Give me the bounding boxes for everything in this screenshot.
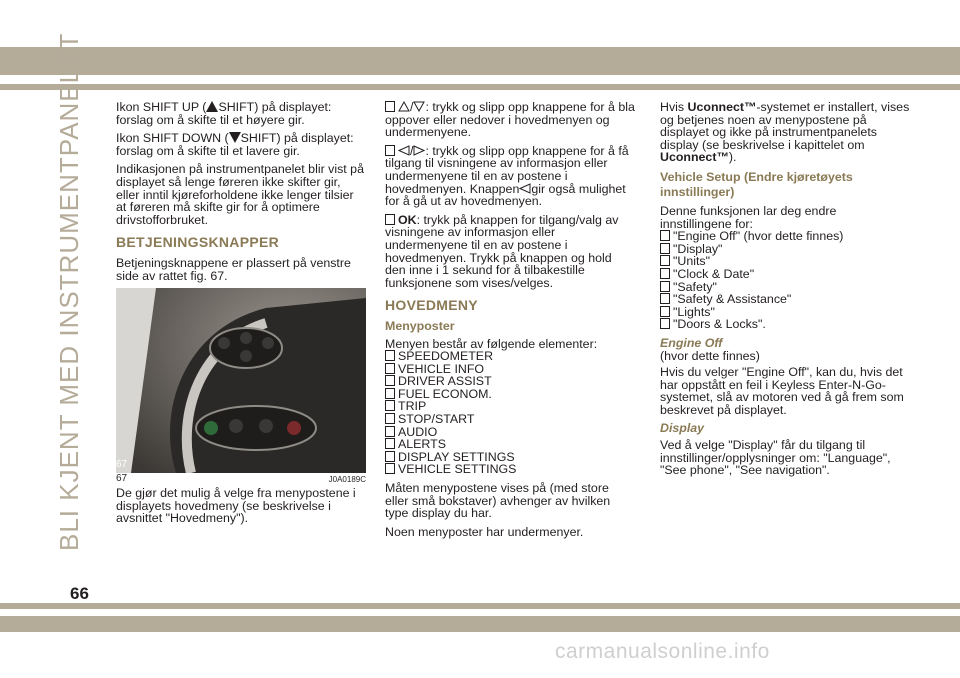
side-title-container	[54, 32, 90, 551]
left-arrow-icon	[398, 145, 410, 156]
steering-wheel-illustration	[116, 288, 366, 473]
bullet-box-icon	[385, 214, 395, 225]
ok-button-text: OK: trykk på knappen for tilgang/valg av visningene av informasjon eller undermenyene til en av postene i hovedmenyen. Trykk på knappen og hold den inne i 1 sekund for å tilbakestille funksjonene som vises/velges.	[385, 212, 619, 290]
top-rule	[0, 84, 960, 90]
list-item: "Doors & Locks".	[660, 318, 910, 331]
setup-intro: Denne funksjonen lar deg endre innstillingene for: "Engine Off" (hvor dette finnes) "Display" "Units" "Clock & Date" "Safety" "Safety & Assistance" "Lights" "Doors & Locks".	[660, 205, 910, 331]
bullet-box-icon	[385, 101, 395, 112]
bullet-box-icon	[385, 438, 395, 449]
list-item: "Clock & Date"	[660, 268, 910, 281]
menu-display-note: Måten menypostene vises på (med store eller små bokstaver) avhenger av hvilken type display du har.	[385, 481, 611, 521]
engine-off-subtitle: (hvor dette finnes)	[660, 348, 760, 363]
bullet-box-icon	[385, 426, 395, 437]
list-item: FUEL ECONOM.	[385, 388, 635, 401]
bullet-box-icon	[385, 363, 395, 374]
left-right-buttons-text: / : trykk og slipp opp knappene for å få tilgang til visningene av informasjon eller undermenyene til en av postene i hovedmenyen. Knappen gir også mulighet for å gå ut av hovedmenyen.	[385, 143, 629, 209]
display-title: Display	[660, 421, 705, 436]
figure-code: J0A0189C	[328, 475, 366, 485]
steering-wheel-figure	[116, 288, 366, 473]
subheading-vehicle-setup: Vehicle Setup (Endre kjøretøyets innstillinger)	[660, 169, 853, 199]
submenu-note: Noen menyposter har undermenyer.	[385, 524, 584, 539]
controls-description: De gjør det mulig å velge fra menypostene i displayets hovedmeny (se beskrivelse i avsnittet "Hovedmeny").	[116, 486, 356, 526]
up-down-buttons-text: / : trykk og slipp opp knappene for å bla oppover eller nedover i hovedmenyen og undermenyene.	[385, 100, 635, 140]
watermark: carmanualsonline.info	[555, 640, 770, 663]
list-item: DISPLAY SETTINGS	[385, 451, 635, 464]
engine-off-title: Engine Off	[660, 335, 723, 350]
subheading-menu-items: Menyposter	[385, 318, 455, 333]
list-item: ALERTS	[385, 438, 635, 451]
shift-down-icon	[229, 132, 241, 143]
section-heading-main-menu: HOVEDMENY	[385, 297, 478, 314]
column-3	[660, 101, 910, 483]
list-item: "Engine Off" (hvor dette finnes)	[660, 230, 910, 243]
up-arrow-icon	[398, 101, 410, 112]
uconnect-note: Hvis Uconnect™-systemet er installert, vises og betjenes noen av menypostene på displayet og ikke på instrumentpanelets display (se beskrivelse i kapittelet om Uconnect™).	[660, 100, 910, 165]
bullet-box-icon	[385, 400, 395, 411]
bullet-box-icon	[385, 413, 395, 424]
bullet-box-icon	[385, 375, 395, 386]
page-number: 66	[70, 584, 89, 603]
side-title: BLI KJENT MED INSTRUMENTPANELET	[54, 32, 84, 551]
bullet-box-icon	[660, 268, 670, 279]
list-item: "Safety & Assistance"	[660, 293, 910, 306]
list-item: "Units"	[660, 255, 910, 268]
bullet-box-icon	[385, 145, 395, 156]
list-item: VEHICLE SETTINGS	[385, 463, 635, 476]
right-arrow-icon	[413, 145, 425, 156]
bullet-box-icon	[660, 306, 670, 317]
list-item: STOP/START	[385, 413, 635, 426]
bottom-band	[0, 616, 960, 632]
indication-text: Indikasjonen på instrumentpanelet blir vist på displayet så lenge føreren ikke skifter gir, eller inntil kjøreforholdene ikke lenger tilsier at føreren må skifte gir for å optimere drivstofforbruket.	[116, 162, 364, 227]
top-band	[0, 47, 960, 75]
left-arrow-icon	[519, 183, 531, 194]
shift-up-icon	[206, 101, 218, 112]
display-text: Ved å velge "Display" får du tilgang til innstillinger/opplysninger om: "Language", "See phone", "See navigation".	[660, 438, 891, 478]
bullet-box-icon	[660, 318, 670, 329]
bullet-box-icon	[385, 350, 395, 361]
bullet-box-icon	[385, 451, 395, 462]
down-arrow-icon	[413, 101, 425, 112]
bullet-box-icon	[660, 230, 670, 241]
bullet-box-icon	[385, 388, 395, 399]
list-item: "Display"	[660, 243, 910, 256]
column-1	[116, 101, 366, 531]
engine-off-text: Hvis du velger "Engine Off", kan du, hvis det har oppstått en feil i Keyless Enter-N-Go-systemet, slå av motoren ved å gå frem som beskrevet på displayet.	[660, 365, 904, 417]
list-item: TRIP	[385, 400, 635, 413]
section-heading-controls: BETJENINGSKNAPPER	[116, 234, 280, 251]
engine-off-block	[660, 337, 910, 362]
bullet-box-icon	[660, 255, 670, 266]
bullet-box-icon	[660, 281, 670, 292]
bullet-box-icon	[660, 243, 670, 254]
list-item: "Safety"	[660, 281, 910, 294]
menu-intro: Menyen består av følgende elementer: SPEEDOMETER VEHICLE INFO DRIVER ASSIST FUEL ECONOM. TRIP STOP/START AUDIO ALERTS DISPLAY SETTINGS VEHICLE SETTINGS	[385, 338, 635, 477]
list-item: SPEEDOMETER	[385, 350, 635, 363]
column-2	[385, 101, 635, 544]
list-item: AUDIO	[385, 426, 635, 439]
controls-intro: Betjeningsknappene er plassert på venstre side av rattet fig. 67.	[116, 255, 351, 283]
list-item: DRIVER ASSIST	[385, 375, 635, 388]
list-item: "Lights"	[660, 306, 910, 319]
bullet-box-icon	[385, 463, 395, 474]
figure-label: 67	[116, 473, 128, 485]
shift-up-text: Ikon SHIFT UP ( SHIFT) på displayet: forslag om å skifte til et høyere gir.	[116, 100, 332, 127]
shift-down-text: Ikon SHIFT DOWN ( SHIFT) på displayet: forslag om å skifte til et lavere gir.	[116, 131, 354, 158]
figure-number: 67	[116, 458, 128, 470]
bullet-box-icon	[660, 293, 670, 304]
bottom-rule	[0, 603, 960, 609]
list-item: VEHICLE INFO	[385, 363, 635, 376]
